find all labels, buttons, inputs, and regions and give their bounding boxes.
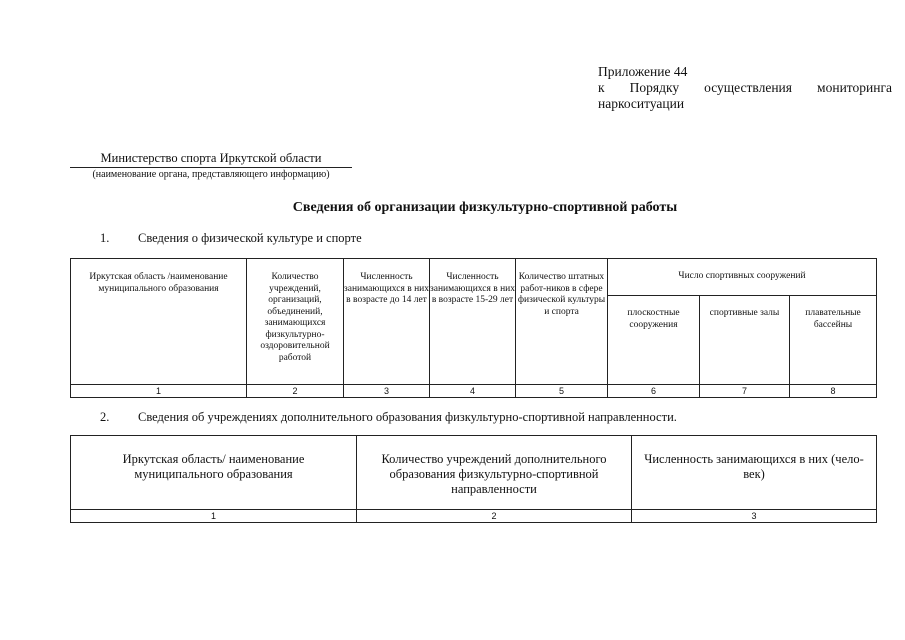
column-number: 6 — [608, 385, 700, 398]
header-institutions-count: Количество учреждений, организаций, объединений, занимающихся физкультурно-оздоровительной работой — [247, 259, 344, 385]
ministry-block — [70, 151, 352, 180]
document-title: Сведения об организации физкультурно-спортивной работы — [292, 200, 678, 215]
header-participants-15-29: Численность занимающихся в них в возрасте 15-29 лет — [430, 259, 516, 385]
header-staff-count: Количество штатных работ-ников в сфере физической культуры и спорта — [516, 259, 608, 385]
appendix-note — [598, 64, 892, 112]
section-2-heading — [100, 410, 677, 425]
column-number: 1 — [71, 385, 247, 398]
section-1-title: Сведения о физической культуре и спорте — [138, 231, 362, 245]
column-number: 2 — [247, 385, 344, 398]
education-table — [70, 435, 877, 523]
header-participants-under-14: Численность занимающихся в них в возрасте до 14 лет — [344, 259, 430, 385]
appendix-line-2: к Порядку осуществления мониторинга — [598, 80, 892, 95]
header-institutions-count: Количество учреждений дополнительного образования физкультурно-спортивной направленности — [357, 436, 632, 510]
sports-table — [70, 258, 877, 398]
header-swimming-pools: плавательные бассейны — [790, 296, 877, 385]
column-number: 1 — [71, 510, 357, 523]
section-2-number: 2. — [100, 410, 110, 424]
header-region: Иркутская область /наименование муниципального образования — [71, 259, 247, 385]
ministry-hint: (наименование органа, представляющего информацию) — [92, 169, 330, 180]
ministry-name: Министерство спорта Иркутской области — [70, 151, 352, 168]
appendix-line-3: наркоситуации — [598, 96, 685, 111]
column-number: 3 — [344, 385, 430, 398]
column-number: 5 — [516, 385, 608, 398]
header-flat-facilities: плоскостные сооружения — [608, 296, 700, 385]
header-region: Иркутская область/ наименование муниципального образования — [71, 436, 357, 510]
column-number: 4 — [430, 385, 516, 398]
section-1-heading — [100, 231, 362, 246]
column-number-row — [71, 510, 877, 523]
column-number-row — [71, 385, 877, 398]
section-2-title: Сведения об учреждениях дополнительного образования физкультурно-спортивной направленности. — [138, 410, 677, 424]
appendix-line-1: Приложение 44 — [598, 64, 688, 79]
header-participants-count: Численность занимающихся в них (чело-век) — [632, 436, 877, 510]
column-number: 7 — [700, 385, 790, 398]
column-number: 2 — [357, 510, 632, 523]
header-sports-halls: спортивные залы — [700, 296, 790, 385]
column-number: 3 — [632, 510, 877, 523]
header-sports-facilities: Число спортивных сооружений — [608, 259, 877, 296]
section-1-number: 1. — [100, 231, 110, 245]
column-number: 8 — [790, 385, 877, 398]
